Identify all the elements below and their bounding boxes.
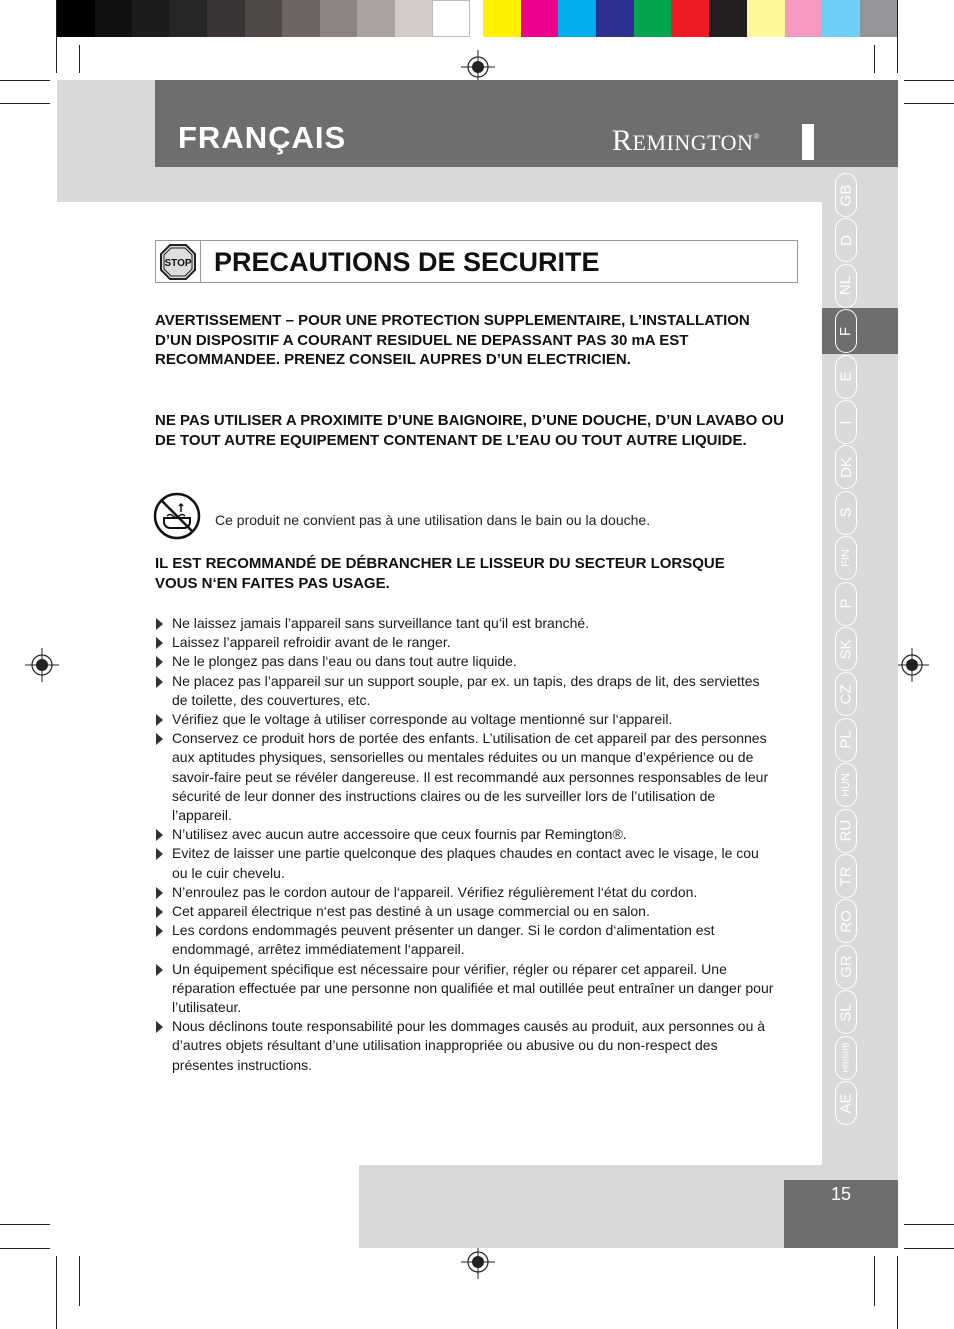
language-tab-tr[interactable] [833,851,859,901]
language-tab-outline [835,1036,857,1080]
page-number: 15 [830,1184,852,1204]
list-item: Un équipement spécifique est nécessaire pour vérifier, régler ou réparer cet appareil. Une réparation effectuée par une personne non qualifiée et mal outillée peut entraîner un danger pour l’utilisateur. [155,960,775,1018]
language-tab-outline [835,627,857,671]
language-code: RU [837,819,855,842]
language-tab-pl[interactable] [833,715,859,765]
color-swatch [634,0,672,37]
color-swatch [822,0,860,37]
language-tab-nl[interactable] [833,261,859,311]
gray-swatch [245,0,283,37]
language-code: CZ [837,684,855,705]
gray-swatch [357,0,395,37]
language-tab-sl[interactable] [833,987,859,1037]
language-tab-hun[interactable] [833,760,859,810]
registration-mark-top [461,50,495,84]
language-tab-fin[interactable] [833,533,859,583]
color-swatch [709,0,747,37]
brand-logo: REMINGTON® [612,124,761,157]
language-code: S [837,507,855,518]
language-code: RO [837,910,855,933]
language-code: PL [837,730,855,749]
language-tab-outline [835,1081,857,1125]
unplug-warning: IL EST RECOMMANDÉ DE DÉBRANCHER LE LISSEUR DU SECTEUR LORSQUE VOUS N‘EN FAITES PAS USAGE. [155,555,725,592]
language-tab-outline [835,672,857,716]
language-tab-cz[interactable] [833,669,859,719]
language-tab-outline [835,173,857,217]
gray-swatch [207,0,245,37]
list-item: Vérifiez que le voltage à utiliser corresponde au voltage mentionné sur l‘appareil. [155,710,775,729]
language-tab-hr-srb[interactable] [833,1033,859,1083]
language-tab-outline [835,218,857,262]
language-tab-gb[interactable] [833,170,859,220]
language-code: F [837,326,855,336]
safety-bullet-list [155,614,775,1075]
bath-note: Ce produit ne convient pas à une utilisation dans le bain ou la douche. [215,512,651,528]
language-tab-outline [835,582,857,626]
language-tab-ro[interactable] [833,896,859,946]
language-tab-outline [835,945,857,989]
list-item: Ne laissez jamais l’appareil sans surveillance tant qu‘il est branché. [155,614,775,633]
language-code: TR [837,866,855,886]
language-code: P [837,598,855,609]
color-swatch [747,0,785,37]
gray-swatch [432,0,470,37]
language-code: NL [837,276,855,296]
language-tab-s[interactable] [833,488,859,538]
brand-logo-bar [802,124,814,160]
list-item: Laissez l’appareil refroidir avant de le ranger. [155,633,775,652]
language-tab-outline [835,491,857,535]
language-tab-outline [835,854,857,898]
list-item: Ne le plongez pas dans l‘eau ou dans tout autre liquide. [155,652,775,671]
language-tab-e[interactable] [833,352,859,402]
list-item: N’enroulez pas le cordon autour de l‘appareil. Vérifiez régulièrement l‘état du cordon. [155,883,775,902]
water-warning: NE PAS UTILISER A PROXIMITE D’UNE BAIGNOIRE, D’UNE DOUCHE, D’UN LAVABO OU DE TOUT AUTRE EQUIPEMENT CONTENANT DE L’EAU OU TOUT AUTRE LIQUIDE. [155,412,784,449]
language-tab-outline [835,990,857,1034]
language-tab-i[interactable] [833,397,859,447]
registration-mark-left [25,648,59,682]
color-swatch [785,0,823,37]
language-tab-outline [835,445,857,489]
color-swatch [521,0,559,37]
language-tab-outline [835,536,857,580]
gray-swatch [95,0,133,37]
language-code: AE [837,1092,855,1114]
language-tab-gr[interactable] [833,942,859,992]
language-tab-outline [835,264,857,308]
gray-calibration-bar [57,0,470,37]
list-item: Les cordons endommagés peuvent présenter un danger. Si le cordon d‘alimentation est endommagé, arrêtez immédiatement l‘appareil. [155,921,775,959]
list-item: Evitez de laisser une partie quelconque des plaques chaudes en contact avec le visage, le cou ou le cuir chevelu. [155,844,775,882]
rcd-warning: AVERTISSEMENT – POUR UNE PROTECTION SUPPLEMENTAIRE, L’INSTALLATION D’UN DISPOSITIF A COURANT RESIDUEL NE DEPASSANT PAS 30 mA EST RECOMMANDEE. PRENEZ CONSEIL AUPRES D’UN ELECTRICIEN. [155,312,750,368]
color-swatch [596,0,634,37]
language-code: D [837,234,855,246]
language-tab-outline [835,309,857,353]
stop-icon [155,240,201,283]
language-code: SL [837,1003,855,1022]
gray-swatch [395,0,433,37]
section-title: PRECAUTIONS DE SECURITE [214,247,600,277]
language-tab-d[interactable] [833,215,859,265]
svg-text:STOP: STOP [163,257,192,269]
gray-swatch [170,0,208,37]
gray-swatch [132,0,170,37]
language-tab-sk[interactable] [833,624,859,674]
language-tab-outline [835,899,857,943]
no-bath-icon [153,492,201,540]
language-code: HR/SRB [841,1042,851,1073]
language-code: GB [837,184,855,206]
gray-swatch [320,0,358,37]
language-tab-ae[interactable] [833,1078,859,1128]
language-tab-p[interactable] [833,579,859,629]
registration-mark-right [895,648,929,682]
list-item: N’utilisez avec aucun autre accessoire que ceux fournis par Remington®. [155,825,775,844]
language-code: FIN [839,549,852,568]
language-code: I [837,419,855,425]
color-calibration-bar [483,0,898,37]
language-tab-outline [835,400,857,444]
list-item: Ne placez pas l’appareil sur un support souple, par ex. un tapis, des draps de lit, des serviettes de toilette, des couvertures, etc. [155,672,775,710]
language-code: E [837,371,855,382]
list-item: Nous déclinons toute responsabilité pour les dommages causés au produit, aux personnes ou à d’autres objets résultant d’une utilisation inappropriée ou abusive ou du non-respect des présentes instructions. [155,1017,775,1075]
gray-swatch [282,0,320,37]
language-tab-outline [835,763,857,807]
language-tab-outline [835,355,857,399]
list-item: Conservez ce produit hors de portée des enfants. L’utilisation de cet appareil par des personnes aux aptitudes physiques, sensorielles ou mentales réduites ou un manque d’expérience ou de savoir-faire peut se révéler dangereuse. Il est recommandé aux personnes responsables de leur sécurité de leur donner des instructions claires ou de les surveiller lors de l’utilisation de l’appareil. [155,729,775,825]
language-code: GR [837,955,855,979]
registration-mark-bottom [461,1245,495,1279]
language-tab-dk[interactable] [833,442,859,492]
color-swatch [558,0,596,37]
language-tab-outline [835,718,857,762]
color-swatch [860,0,898,37]
list-item: Cet appareil électrique n‘est pas destiné à un usage commercial ou en salon. [155,902,775,921]
language-code: DK [837,456,855,478]
color-swatch [483,0,521,37]
language-title: FRANÇAIS [178,120,347,155]
language-code: SK [837,638,855,660]
language-tab-outline [835,809,857,853]
language-code: HUN [840,773,852,798]
language-tab-f[interactable] [833,306,859,356]
gray-swatch [57,0,95,37]
color-swatch [671,0,709,37]
language-tab-ru[interactable] [833,806,859,856]
